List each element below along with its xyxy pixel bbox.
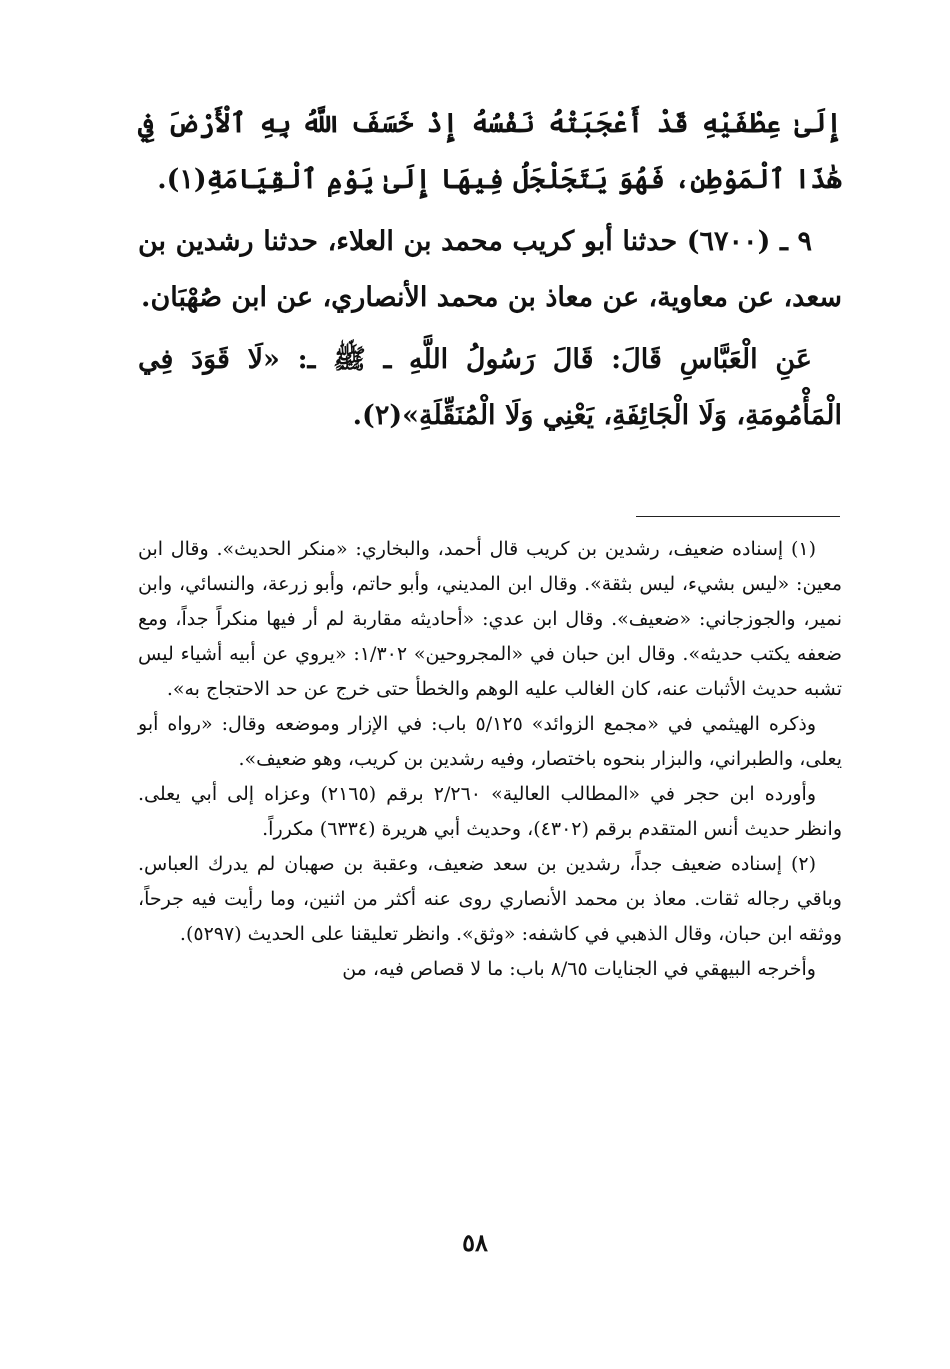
footnote-1: (١) إسناده ضعيف، رشدين بن كريب قال أحمد، والبخاري: «منكر الحديث». وقال ابن معين: «ليس بشيء، ليس بثقة». وقال ابن المديني، وأبو حاتم، وأبو زرعة، والنسائي، وابن نمير، والجوزجاني: «ضعيف». وقال ابن عدي: «أحاديثه مقاربة لم أر فيها منكراً جداً، ومع ضعفه يكتب حديثه». وقال ابن حبان في «المجروحين» ١/٣٠٢: «يروي عن أبيه أشياء ليس تشبه حديث الأثبات عنه، كان الغالب عليه الوهم والخطأ حتى خرج عن حد الاحتجاج به». bbox=[138, 538, 842, 700]
main-text bbox=[138, 96, 842, 450]
hadith-isnad: ٩ ـ (٦٧٠٠) حدثنا أبو كريب محمد بن العلاء، حدثنا رشدين بن سعد، عن معاوية، عن معاذ بن محمد الأنصاري، عن ابن صُهْبَان. bbox=[138, 226, 842, 313]
footnote-2: (٢) إسناده ضعيف جداً، رشدين بن سعد ضعيف، وعقبة بن صهبان لم يدرك العباس. وباقي رجاله ثقات. معاذ بن محمد الأنصاري روى عنه أكثر من اثنين، وما رأيت فيه جرحاً، ووثقه ابن حبان، وقال الذهبي في كاشفه: «وثق». وانظر تعليقنا على الحديث (٥٢٩٧). bbox=[138, 853, 842, 945]
footnote-2-bayhaqi: وأخرجه البيهقي في الجنايات ٨/٦٥ باب: ما لا قصاص فيه، من bbox=[342, 958, 816, 980]
footnote-1-haythami: وذكره الهيثمي في «مجمع الزوائد» ٥/١٢٥ باب: في الإزار وموضعه وقال: «رواه أبو يعلى، والطبراني، والبزار بنحوه باختصار، وفيه رشدين بن كريب، وهو ضعيف». bbox=[138, 713, 842, 770]
footnote-separator bbox=[636, 516, 840, 517]
footnotes bbox=[138, 532, 842, 987]
quran-continuation: إِلَىٰ عِطْفَيْهِ قَدْ أَعْجَبَتْهُ نَفْسُهُ إِذْ خَسَفَ اللَّهُ بِهِ ٱلْأَرْضَ فِي هَٰذَا ٱلْمَوْطِنِ، فَهُوَ يَتَجَلْجَلُ فِيهَا إِلَىٰ يَوْمِ ٱلْقِيَامَةِ(١). bbox=[138, 108, 842, 195]
footnote-1-ibn-hajar: وأورده ابن حجر في «المطالب العالية» ٢/٢٦٠ برقم (٢١٦٥) وعزاه إلى أبي يعلى. وانظر حديث أنس المتقدم برقم (٤٣٠٢)، وحديث أبي هريرة (٦٣٣٤) مكرراً. bbox=[138, 783, 842, 840]
hadith-matn: عَنِ الْعَبَّاسِ قَالَ: قَالَ رَسُولُ اللَّهِ ـ ﷺ ـ: «لَا قَوَدَ فِي الْمَأْمُومَةِ، وَلَا الْجَائِفَةِ، يَعْنِي وَلَا الْمُنَقِّلَةِ»(٢). bbox=[138, 344, 842, 431]
page-number: ٥٨ bbox=[462, 1228, 488, 1257]
